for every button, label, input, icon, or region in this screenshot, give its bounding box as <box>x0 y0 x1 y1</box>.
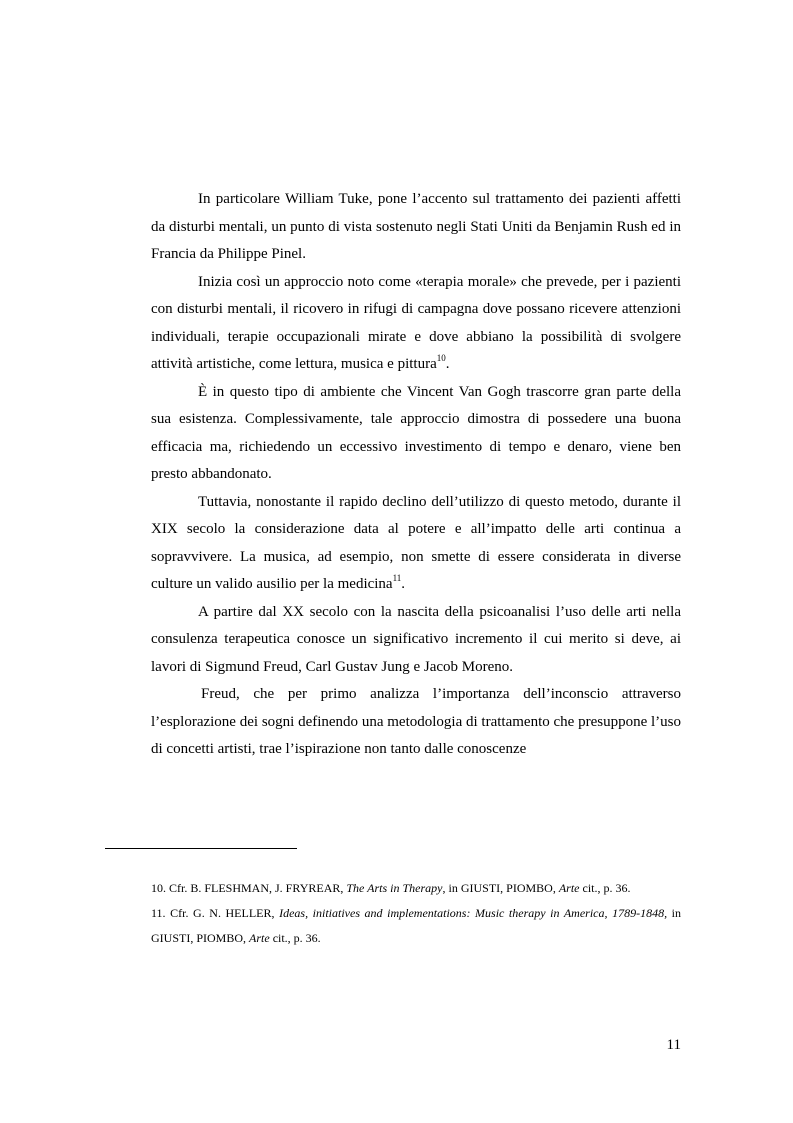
footnote-ref[interactable]: 11 <box>392 573 402 583</box>
paragraph: Tuttavia, nonostante il rapido declino dell’utilizzo di questo metodo, durante il XIX secolo la considerazione data al potere e all’impatto delle arti continua a sopravvivere. La musica, ad esempio, non smette di essere considerata in diverse culture un valido ausilio per la medicina$^{11}$. <box>151 493 681 592</box>
paragraph: È in questo tipo di ambiente che Vincent Van Gogh trascorre gran parte della sua esistenza. Complessivamente, tale approccio dimostra di possedere una buona efficacia ma, richiedendo un eccessivo investimento di tempo e denaro, viene ben presto abbandonato. <box>151 383 681 482</box>
footnote-ref[interactable]: 10 <box>436 353 446 363</box>
paragraph: A partire dal XX secolo con la nascita della psicoanalisi l’uso delle arti nella consulenza terapeutica conosce un significativo incremento il cui merito si deve, ai lavori di Sigmund Freud, Carl Gustav Jung e Jacob Moreno. <box>151 603 681 675</box>
footnote: 10. Cfr. B. FLESHMAN, J. FRYREAR, The Arts in Therapy, in GIUSTI, PIOMBO, Arte cit., p. 36. <box>151 881 631 895</box>
page-number: 11 <box>666 1037 681 1053</box>
footnote: 11. Cfr. G. N. HELLER, Ideas, initiatives and implementations: Music therapy in America, 1789-1848, in GIUSTI, PIOMBO, Arte cit., p. 36. <box>151 906 682 945</box>
paragraph: Freud, che per primo analizza l’importanza dell’inconscio attraverso l’esplorazione dei sogni definendo una metodologia di trattamento che presuppone l’uso di concetti artisti, trae l’ispirazione non tanto dalle conoscenze <box>151 686 681 757</box>
body-text <box>151 186 681 764</box>
footnote-separator <box>105 848 297 849</box>
footnotes <box>151 876 681 951</box>
paragraph: Inizia così un approccio noto come «terapia morale» che prevede, per i pazienti con disturbi mentali, il ricovero in rifugi di campagna dove possano ricevere attenzioni individuali, terapie occupazionali mirate e dove abbiano la possibilità di svolgere attività artistiche, come lettura, musica e pittura$^{10}$. <box>151 273 681 372</box>
paragraph: In particolare William Tuke, pone l’accento sul trattamento dei pazienti affetti da disturbi mentali, un punto di vista sostenuto negli Stati Uniti da Benjamin Rush ed in Francia da Philippe Pinel. <box>151 191 681 262</box>
